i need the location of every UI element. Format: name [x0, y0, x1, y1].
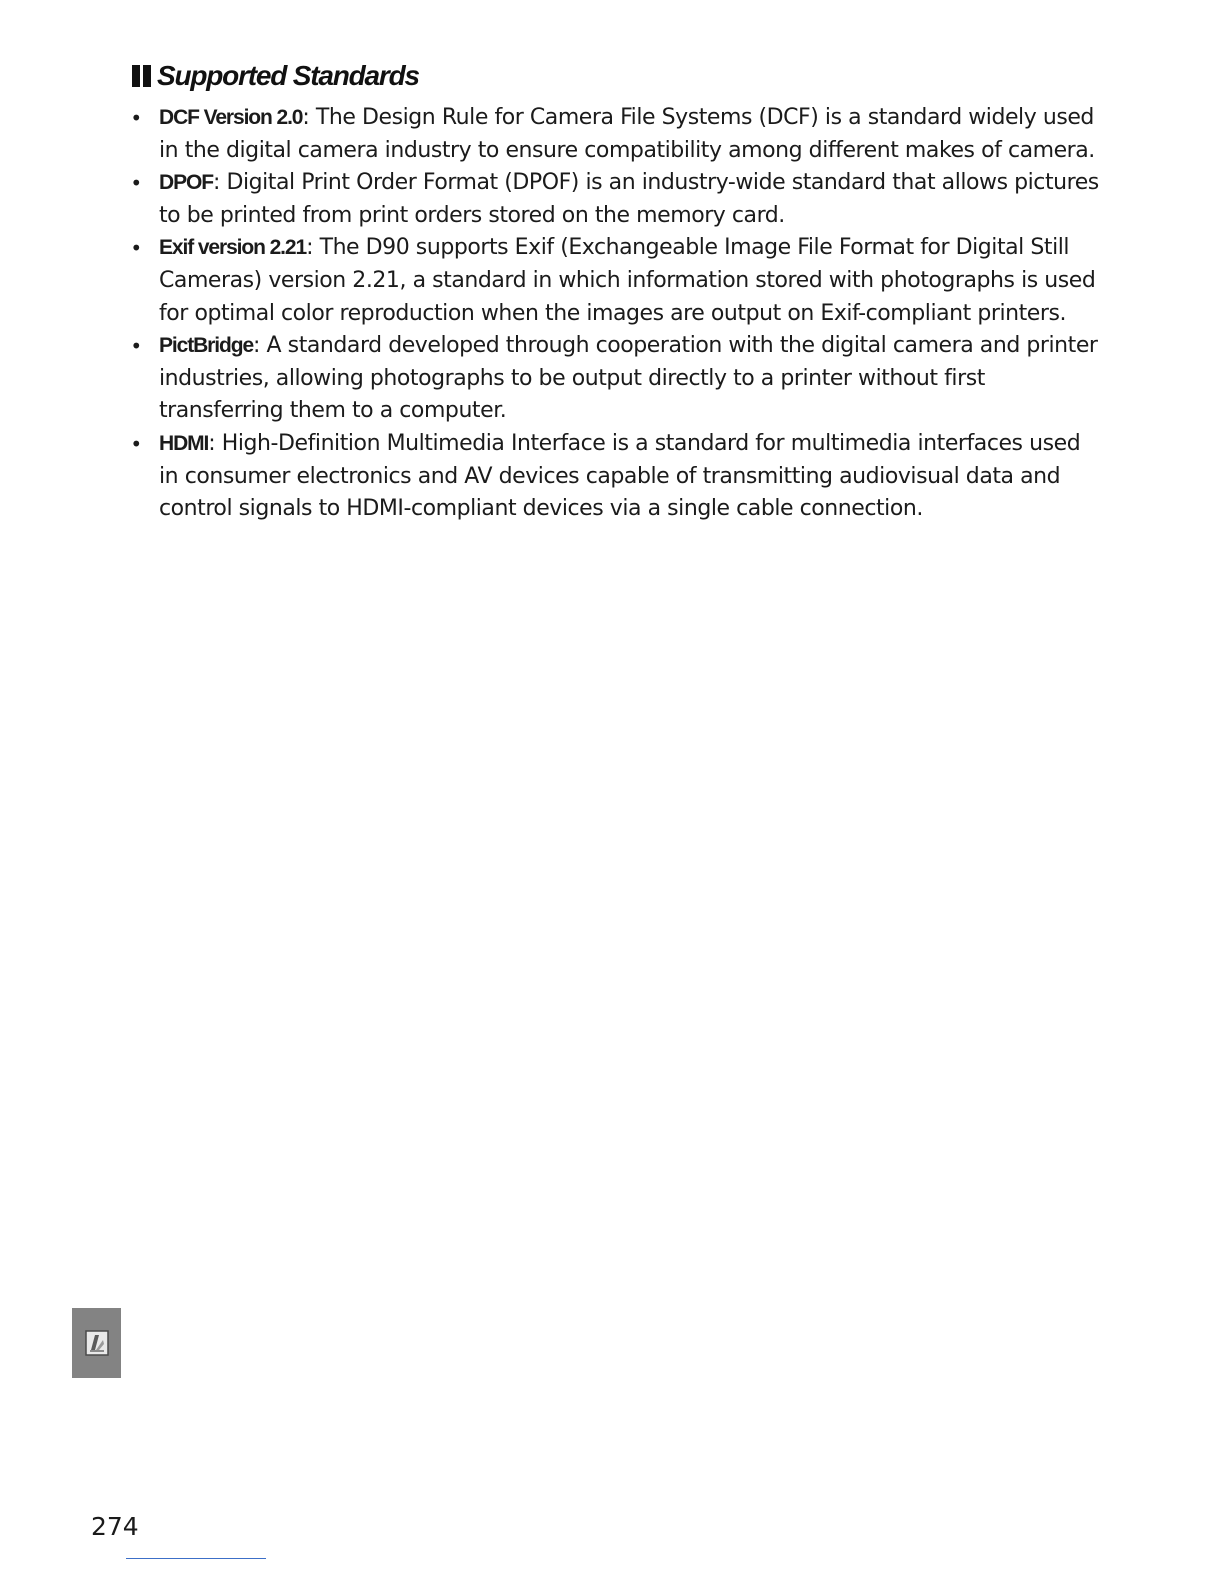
standard-term: DCF Version 2.0 — [159, 106, 303, 129]
bullet-icon: • — [130, 171, 142, 196]
bullet-icon: • — [130, 106, 142, 130]
standard-item-dpof — [130, 167, 1100, 232]
section-thumb-tab[interactable] — [72, 1308, 121, 1378]
standard-item-exif — [130, 232, 1100, 330]
standard-item-hdmi — [130, 428, 1100, 526]
term-separator: : — [302, 105, 310, 130]
term-separator: : — [306, 235, 314, 261]
standard-item-dcf — [130, 102, 1100, 167]
technical-notes-icon — [83, 1328, 111, 1358]
bullet-icon: • — [130, 236, 142, 261]
standard-term: HDMI — [159, 431, 209, 455]
standard-term: Exif version 2.21 — [159, 236, 307, 260]
standard-description: A standard developed through cooperation with the digital camera and printer industries, allowing photographs to be output directly to a printer without first transferring them to a computer. — [159, 333, 1098, 424]
section-heading — [132, 62, 419, 90]
term-separator: : — [208, 430, 216, 456]
bullet-icon: • — [130, 431, 142, 456]
term-separator: : — [212, 170, 220, 196]
standard-description: The D90 supports Exif (Exchangeable Image File Format for Digital Still Cameras) version 2.21, a standard in which information stored with photographs is used for optimal color reproduction when the images are output on Exif-compliant printers. — [159, 235, 1096, 326]
page-number: 274 — [91, 1512, 139, 1541]
standard-description: Digital Print Order Format (DPOF) is an industry-wide standard that allows pictures to be printed from print orders stored on the memory card. — [159, 170, 1099, 228]
heading-marker-icon — [132, 65, 151, 87]
section-title: Supported Standards — [157, 60, 419, 91]
standards-list — [130, 102, 1100, 526]
bullet-icon: • — [130, 334, 142, 359]
standard-description: High-Definition Multimedia Interface is a standard for multimedia interfaces used in consumer electronics and AV devices capable of transmitting audiovisual data and control signals to HDMI-compliant devices via a single cable connection. — [159, 430, 1081, 522]
standard-item-pictbridge — [130, 330, 1100, 428]
term-separator: : — [253, 333, 260, 359]
standard-description: The Design Rule for Camera File Systems (DCF) is a standard widely used in the digital camera industry to ensure compatibility among different makes of camera. — [159, 105, 1095, 163]
standard-term: PictBridge — [159, 334, 254, 358]
standard-term: DPOF — [159, 171, 213, 195]
footer-rule — [126, 1558, 266, 1559]
